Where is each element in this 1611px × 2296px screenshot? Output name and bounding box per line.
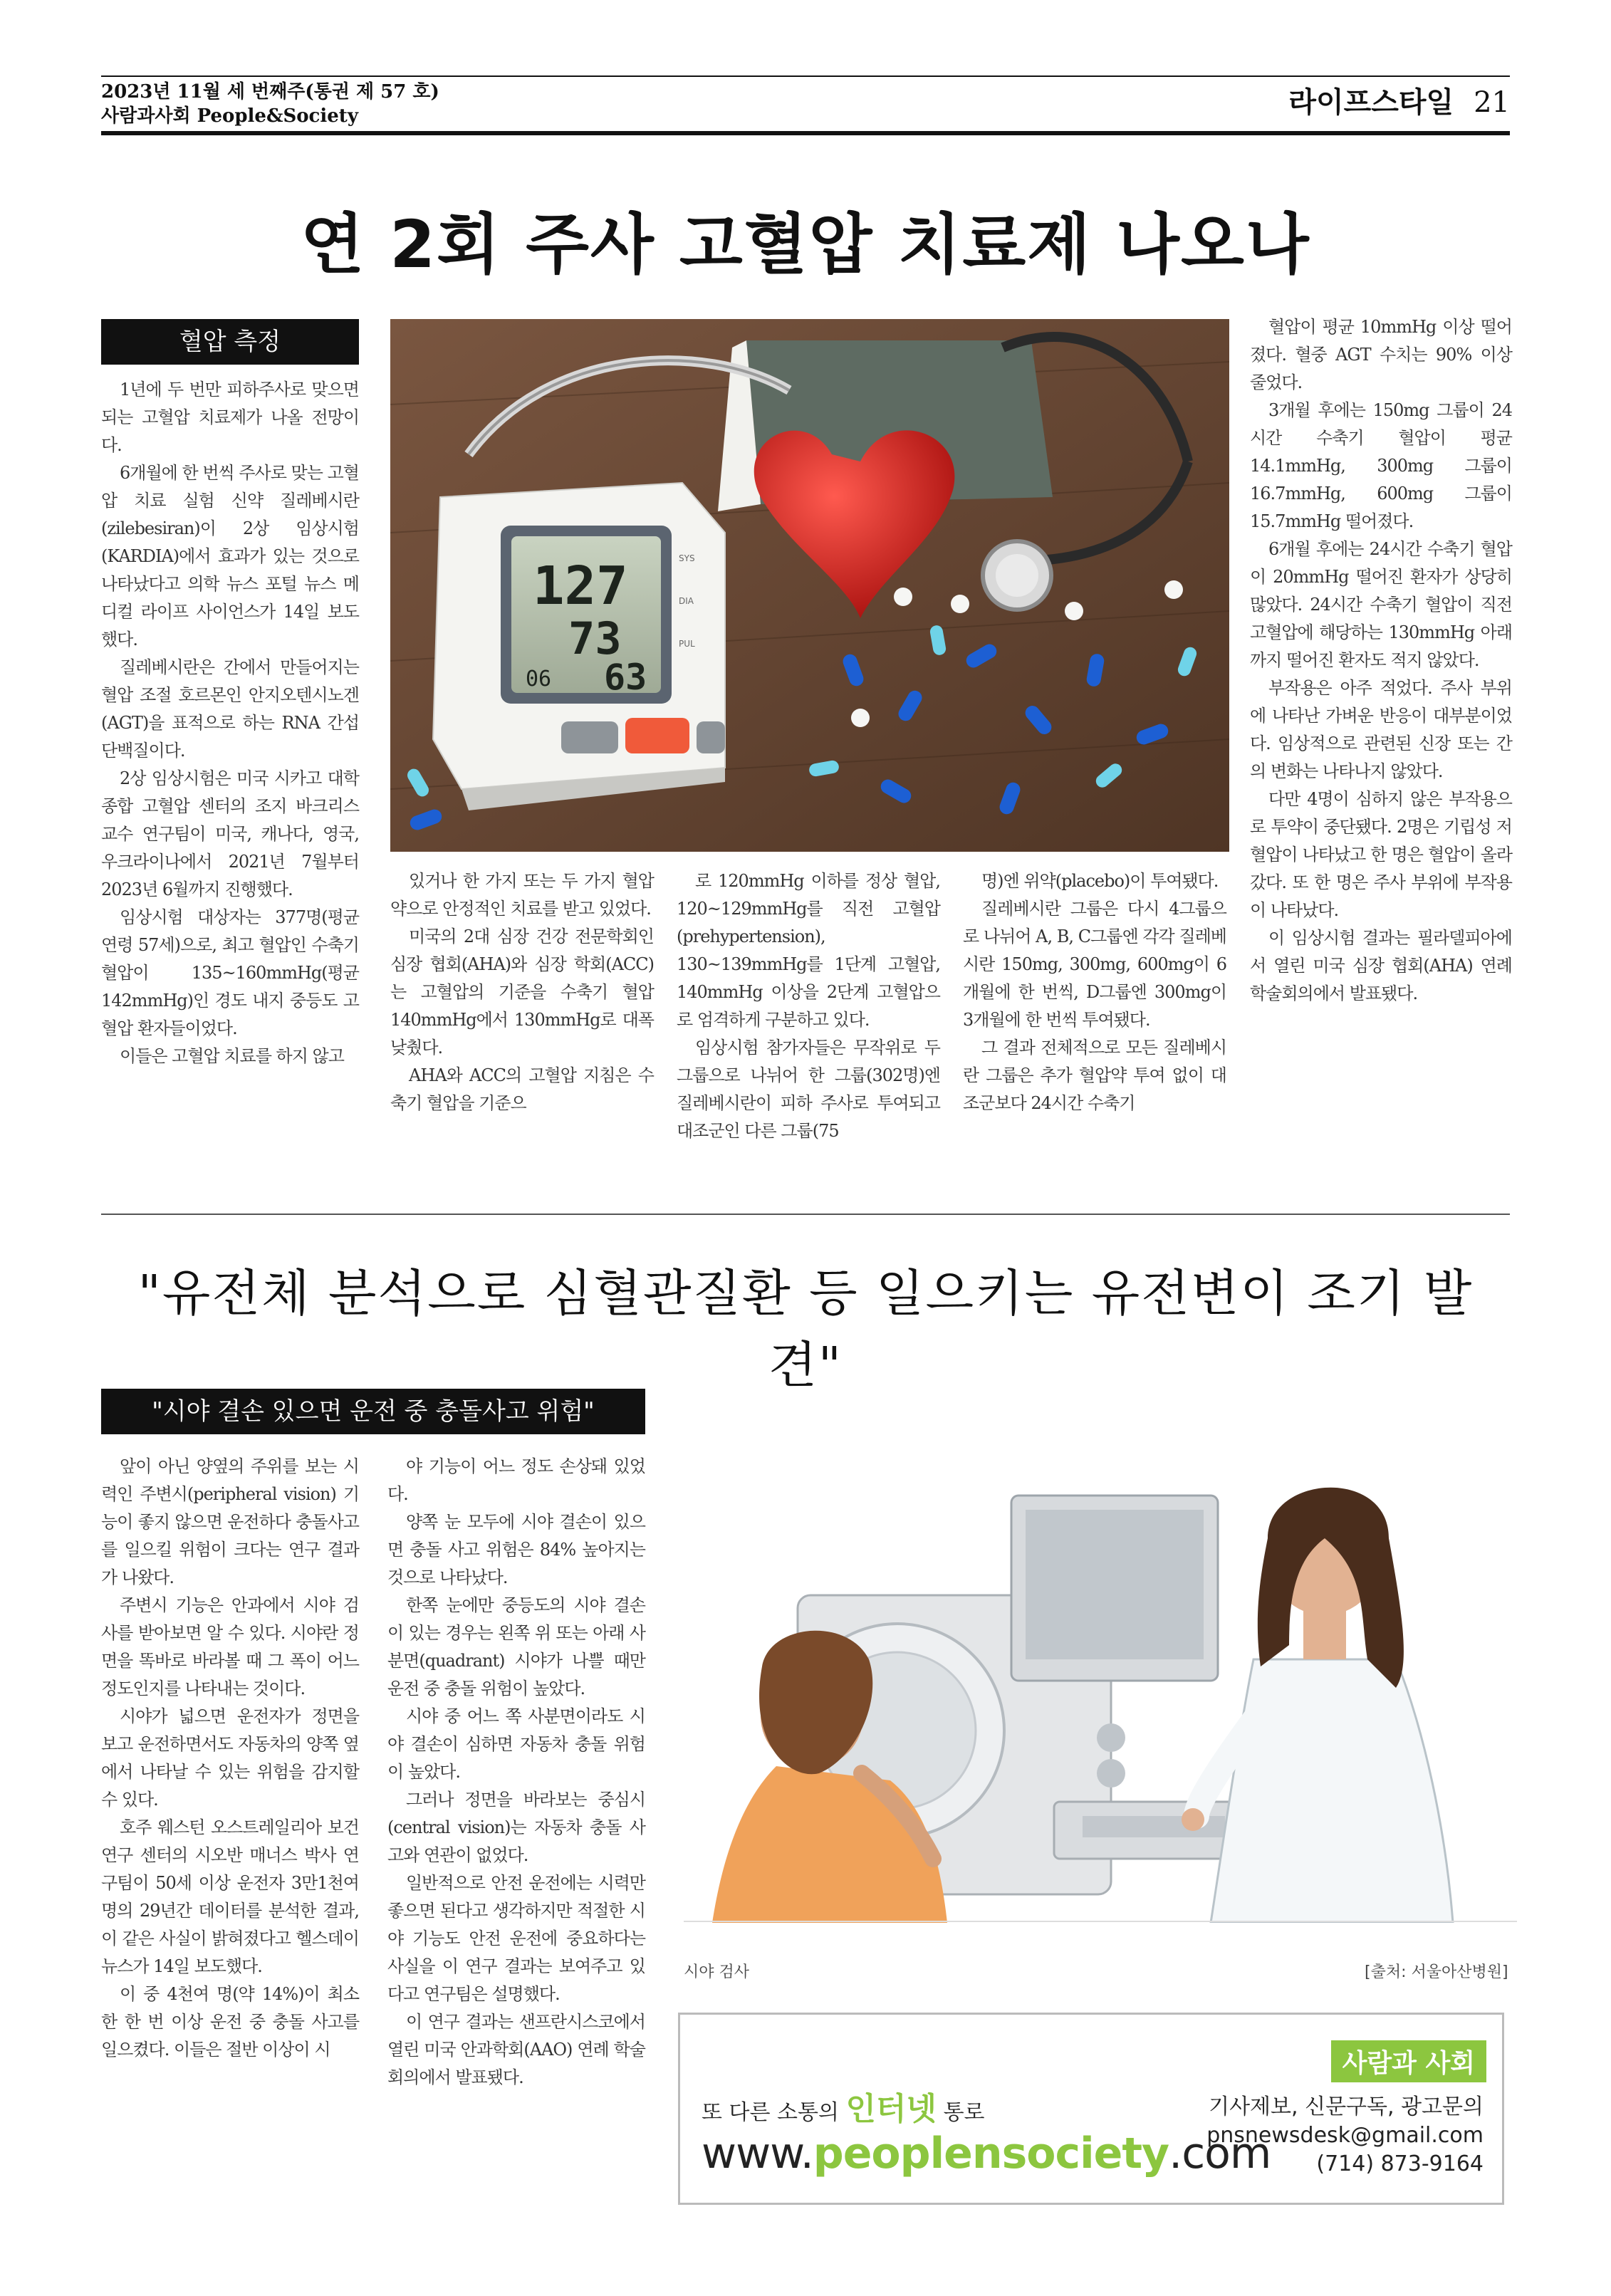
article1-col3 bbox=[677, 867, 940, 1145]
paragraph: 임상시험 참가자들은 무작위로 두 그룹으로 나뉘어 한 그룹(302명)엔 질레베시란이 피하 주사로 투여되고 대조군인 다른 그룹(75 bbox=[677, 1038, 940, 1141]
promo-tagline bbox=[702, 2083, 985, 2129]
header-issue bbox=[101, 80, 439, 128]
article1-headline: 연 2회 주사 고혈압 치료제 나오나 bbox=[301, 207, 1310, 283]
vision-test-illustration bbox=[684, 1431, 1517, 1923]
promo-email[interactable]: pnsnewsdesk@gmail.com bbox=[1206, 2123, 1484, 2148]
paragraph: 호주 웨스턴 오스트레일리아 보건 연구 센터의 시오반 매너스 박사 연구팀이 50세 이상 운전자 3만1천여 명의 29년간 데이터를 분석한 결과, 이 같은 사실이 밝혀졌다고 헬스데이 뉴스가 14일 보도했다. bbox=[101, 1817, 359, 1976]
paragraph: 2상 임상시험은 미국 시카고 대학 종합 고혈압 센터의 조지 바크리스 교수 연구팀이 미국, 캐나다, 영국, 우크라이나에서 2021년 7월부터 2023년 6월까지 진행했다. bbox=[101, 768, 359, 899]
paragraph: 시야 중 어느 쪽 사분면이라도 시야 결손이 심하면 자동차 충돌 위험이 높았다. bbox=[387, 1706, 645, 1782]
monitor-label-dia: DIA bbox=[679, 596, 694, 606]
promo-tagline-pre: 또 다른 소통의 bbox=[702, 2100, 839, 2125]
paragraph: 양쪽 눈 모두에 시야 결손이 있으면 충돌 사고 위험은 84% 높아지는 것으로 나타났다. bbox=[387, 1512, 645, 1587]
paragraph: 부작용은 아주 적었다. 주사 부위에 나타난 가벼운 반응이 대부분이었다. 임상적으로 관련된 신장 또는 간의 변화는 나타나지 않았다. bbox=[1250, 678, 1512, 781]
paragraph: 이 연구 결과는 샌프란시스코에서 열린 미국 안과학회(AAO) 연례 학술회의에서 발표됐다. bbox=[387, 2012, 645, 2087]
paragraph: 질레베시란 그룹은 다시 4그룹으로 나뉘어 A, B, C그룹엔 각각 질레베시란 150mg, 300mg, 600mg이 6개월에 한 번씩, D그룹엔 300mg이 3개월에 한 번씩 투여됐다. bbox=[963, 899, 1226, 1030]
paragraph: 앞이 아닌 양옆의 주위를 보는 시력인 주변시(peripheral vision) 기능이 좋지 않으면 운전하다 충돌사고를 일으킬 위험이 크다는 연구 결과가 나왔다. bbox=[101, 1456, 359, 1587]
paragraph: 다만 4명이 심하지 않은 부작용으로 투약이 중단됐다. 2명은 기립성 저혈압이 나타났고 한 명은 혈압이 올라갔다. 또 한 명은 주사 부위에 부작용이 나타났다. bbox=[1250, 789, 1512, 920]
paragraph: 이 중 4천여 명(약 14%)이 최소한 한 번 이상 운전 중 충돌 사고를 일으켰다. 이들은 절반 이상이 시 bbox=[101, 1984, 359, 2060]
article2-headline: "유전체 분석으로 심혈관질환 등 일으키는 유전변이 조기 발견" bbox=[137, 1264, 1474, 1394]
paragraph: 3개월 후에는 150mg 그룹이 24시간 수축기 혈압이 평균 14.1mmHg, 300mg 그룹이 16.7mmHg, 600mg 그룹이 15.7mmHg 떨어졌다. bbox=[1250, 400, 1512, 531]
header-rule bbox=[101, 131, 1510, 135]
blood-pressure-photo bbox=[390, 319, 1229, 852]
article2-col2 bbox=[387, 1453, 645, 2092]
paragraph: 야 기능이 어느 정도 손상돼 있었다. bbox=[387, 1456, 645, 1504]
promo-tagline-post: 통로 bbox=[943, 2100, 985, 2125]
monitor-label-sys: SYS bbox=[679, 553, 695, 563]
illustration-credit: [출처: 서울아산병원] bbox=[1365, 1963, 1508, 1981]
paragraph: 6개월에 한 번씩 주사로 맞는 고혈압 치료 실험 신약 질레베시란(zilebesiran)이 2상 임상시험(KARDIA)에서 효과가 있는 것으로 나타났다고 의학 뉴스 포털 뉴스 메디컬 라이프 사이언스가 14일 보도했다. bbox=[101, 463, 359, 649]
paragraph: 있거나 한 가지 또는 두 가지 혈압약으로 안정적인 치료를 받고 있었다. bbox=[390, 871, 654, 919]
paragraph: 미국의 2대 심장 건강 전문학회인 심장 협회(AHA)와 심장 학회(ACC)는 고혈압의 기준을 수축기 혈압 140mmHg에서 130mmHg로 대폭 낮췄다. bbox=[390, 927, 654, 1058]
promo-badge: 사람과 사회 bbox=[1331, 2040, 1486, 2082]
header-top-rule bbox=[101, 75, 1510, 77]
paragraph: 로 120mmHg 이하를 정상 혈압, 120~129mmHg를 직전 고혈압(prehypertension), 130~139mmHg를 1단계 고혈압, 140mmHg 이상을 2단계 고혈압으로 엄격하게 구분하고 있다. bbox=[677, 871, 940, 1030]
promo-contact bbox=[1206, 2093, 1484, 2178]
article1-col4 bbox=[963, 867, 1226, 1117]
paragraph: 이 임상시험 결과는 필라델피아에서 열린 미국 심장 협회(AHA) 연례 학술회의에서 발표됐다. bbox=[1250, 928, 1512, 1003]
monitor-sys-value: 127 bbox=[533, 555, 628, 617]
promo-contact-line: 기사제보, 신문구독, 광고문의 bbox=[1209, 2094, 1484, 2119]
issue-line: 2023년 11월 세 번째주(통권 제 57 호) bbox=[101, 81, 439, 103]
monitor-time-value: 06 bbox=[526, 667, 552, 692]
section-name: 라이프스타일 bbox=[1288, 86, 1454, 119]
paragraph: 이들은 고혈압 치료를 하지 않고 bbox=[120, 1046, 344, 1066]
article1-col1 bbox=[101, 376, 359, 1070]
article1-col2 bbox=[390, 867, 654, 1117]
promo-box bbox=[678, 2013, 1504, 2205]
paragraph: 그러나 정면을 바라보는 중심시(central vision)는 자동차 충돌 사고와 연관이 없었다. bbox=[387, 1790, 645, 1865]
header-section bbox=[1288, 80, 1510, 120]
paragraph: 질레베시란은 간에서 만들어지는 혈압 조절 호르몬인 안지오텐시노겐(AGT)을 표적으로 하는 RNA 간섭 단백질이다. bbox=[101, 657, 359, 761]
paragraph: 시야가 넓으면 운전자가 정면을 보고 운전하면서도 자동차의 양쪽 옆에서 나타날 수 있는 위험을 감지할 수 있다. bbox=[101, 1706, 359, 1810]
paragraph: 1년에 두 번만 피하주사로 맞으면 되는 고혈압 치료제가 나올 전망이다. bbox=[101, 380, 359, 455]
monitor-dia-value: 73 bbox=[568, 612, 622, 664]
article1-col5 bbox=[1250, 313, 1512, 1008]
article1-tag: 혈압 측정 bbox=[101, 319, 359, 365]
paper-name: 사람과사회 People&Society bbox=[101, 105, 358, 127]
paragraph: 주변시 기능은 안과에서 시야 검사를 받아보면 알 수 있다. 시야란 정면을 똑바로 바라볼 때 그 폭이 어느 정도인지를 나타내는 것이다. bbox=[101, 1595, 359, 1698]
article2-col1 bbox=[101, 1453, 359, 2064]
promo-url[interactable] bbox=[702, 2129, 1271, 2178]
paragraph: 그 결과 전체적으로 모든 질레베시란 그룹은 추가 혈압약 투여 없이 대조군보다 24시간 수축기 bbox=[963, 1038, 1226, 1113]
promo-tagline-highlight: 인터넷 bbox=[845, 2091, 937, 2127]
article2-tag: "시야 결손 있으면 운전 중 충돌사고 위험" bbox=[101, 1389, 645, 1434]
promo-phone[interactable]: (714) 873-9164 bbox=[1316, 2151, 1484, 2176]
illustration-caption: 시야 검사 bbox=[684, 1963, 750, 1981]
page-number: 21 bbox=[1474, 86, 1510, 119]
paragraph: 명)엔 위약(placebo)이 투여됐다. bbox=[981, 871, 1219, 891]
section-divider bbox=[101, 1214, 1510, 1215]
paragraph: AHA와 ACC의 고혈압 지침은 수축기 혈압을 기준으 bbox=[390, 1065, 654, 1113]
paragraph: 한쪽 눈에만 중등도의 시야 결손이 있는 경우는 왼쪽 위 또는 아래 사분면(quadrant) 시야가 나쁠 때만 운전 중 충돌 위험이 높았다. bbox=[387, 1595, 645, 1698]
promo-url-brand: peoplensociety bbox=[813, 2129, 1169, 2178]
paragraph: 혈압이 평균 10mmHg 이상 떨어졌다. 혈중 AGT 수치는 90% 이상 줄었다. bbox=[1250, 317, 1512, 392]
paragraph: 일반적으로 안전 운전에는 시력만 좋으면 된다고 생각하지만 적절한 시야 기능도 안전 운전에 중요하다는 사실을 이 연구 결과는 보여주고 있다고 연구팀은 설명했다. bbox=[387, 1873, 645, 2004]
monitor-pulse-value: 63 bbox=[604, 657, 647, 698]
paragraph: 임상시험 대상자는 377명(평균 연령 57세)으로, 최고 혈압인 수축기 혈압이 135~160mmHg(평균 142mmHg)인 경도 내지 중등도 고혈압 환자들이었다. bbox=[101, 907, 359, 1038]
promo-url-post: .com bbox=[1169, 2129, 1271, 2178]
paragraph: 6개월 후에는 24시간 수축기 혈압이 20mmHg 떨어진 환자가 상당히 많았다. 24시간 수축기 혈압이 직전 고혈압에 해당하는 130mmHg 아래까지 떨어진 환자도 적지 않았다. bbox=[1250, 539, 1512, 670]
monitor-label-pul: PUL bbox=[679, 639, 695, 649]
promo-url-pre: www. bbox=[702, 2129, 813, 2178]
